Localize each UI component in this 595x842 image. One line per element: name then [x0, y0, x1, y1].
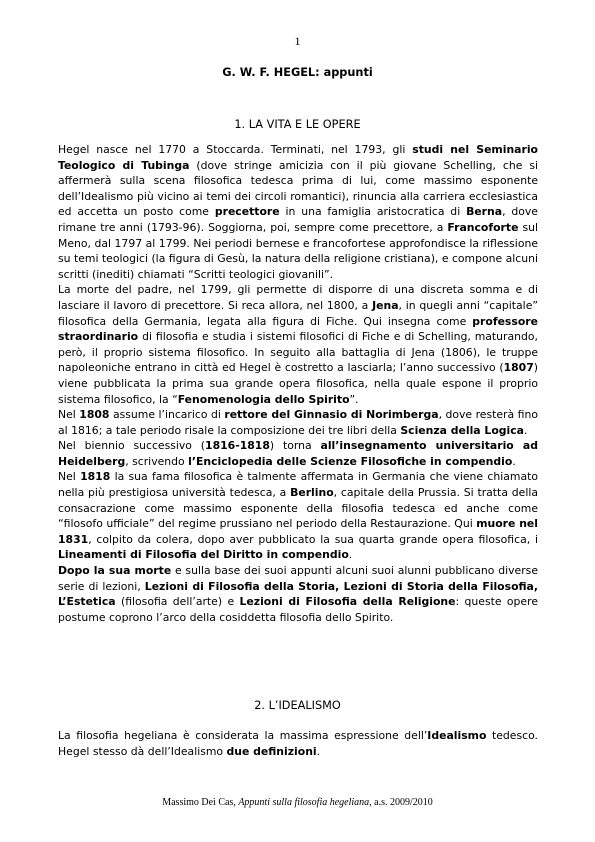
- text-run: , capitale della Prussia. Si tratta della consacrazione come massimo esponente della filosofia tedesca ed anche come “filosofo ufficiale” del regime prussiano nel periodo della Restaurazione. Qui: [58, 486, 538, 531]
- footer-year: , a.s. 2009/2010: [369, 797, 433, 808]
- bold-text: Scienza della Logica: [400, 423, 524, 437]
- bold-text: precettore: [214, 205, 280, 219]
- bold-text: 1816-1818: [205, 439, 270, 453]
- bold-text: Berna: [466, 205, 503, 219]
- paragraph: [58, 469, 538, 563]
- text-run: assume l’incarico di: [109, 408, 225, 422]
- text-run: in una famiglia aristocratica di: [279, 205, 467, 219]
- bold-text: Lezioni di Filosofia della Storia, Lezioni di Storia della Filosofia, L’Estetica: [58, 579, 538, 609]
- paragraph: [58, 282, 538, 407]
- text-run: di filosofia e studia i sistemi filosofici di Fiche e di Schelling, maturando, però, il proprio sistema filosofico. In seguito alla battaglia di Jena (1806), le truppe napoleoniche entrano in città ed Hegel è costretto a lasciarla; l’anno successivo (: [58, 330, 538, 375]
- text-run: sul Meno, dal 1797 al 1799. Nei periodi bernese e francofortese approfondisce la riflessione su temi teologici (la figura di Gesù, la natura della religione cristiana), e compone alcuni scritti (inediti) chiamati “Scritti teologici giovanili”.: [58, 220, 538, 281]
- text-run: tedesco. Hegel stesso dà dell’Idealismo: [58, 729, 538, 758]
- bold-text: Fenomenologia dello Spirito: [177, 392, 350, 406]
- text-run: .: [348, 548, 353, 562]
- text-run: , scrivendo: [125, 454, 189, 468]
- text-run: , dove resterà fino al 1816; a tale periodo risale la composizione dei tre libri della: [58, 408, 538, 437]
- page-footer: [0, 797, 595, 808]
- bold-text: Lezioni di Filosofia della Religione: [239, 595, 456, 609]
- paragraph: [58, 438, 538, 469]
- text-run: (filosofia dell’arte) e: [115, 595, 240, 609]
- bold-text: 1807: [503, 361, 534, 375]
- document-title: G. W. F. HEGEL: appunti: [222, 66, 373, 79]
- text-run: Nel: [58, 408, 80, 422]
- bold-text: muore nel 1831: [58, 517, 538, 546]
- footer-work-title: Appunti sulla filosofia hegeliana: [238, 797, 370, 808]
- paragraph: [58, 563, 538, 625]
- text-run: , colpito da colera, dopo aver pubblicato la sua quarta grande opera filosofica, i: [88, 532, 538, 546]
- text-run: , in quegli anni “capitale” filosofica della Germania, legata alla figura di Fiche. Qui insegna come: [58, 298, 538, 328]
- bold-text: due definizioni: [226, 744, 317, 758]
- section-body-vita-opere: [58, 142, 538, 625]
- bold-text: all’insegnamento universitario ad Heidelberg: [58, 439, 538, 468]
- text-run: .: [316, 744, 321, 758]
- text-run: La filosofia hegeliana è considerata la massima espressione dell’: [58, 729, 428, 742]
- text-run: Hegel nasce nel 1770 a Stoccarda. Terminati, nel 1793, gli: [58, 143, 413, 156]
- text-run: Nel: [58, 470, 81, 484]
- text-run: .: [512, 454, 516, 468]
- bold-text: 1818: [80, 470, 111, 484]
- bold-text: Francoforte: [447, 220, 519, 234]
- page-number: 1: [294, 34, 301, 48]
- text-run: ) torna: [269, 439, 321, 453]
- bold-text: l’Enciclopedia delle Scienze Filosofiche in compendio: [188, 454, 513, 468]
- bold-text: studi nel Seminario Teologico di Tubinga: [58, 143, 538, 172]
- text-run: (dove stringe amicizia con il più giovane Schelling, che si affermerà sulla scena filosofica tedesca prima di lui, come massimo esponente dell’Idealismo più vicino ai temi dei circoli romantici), rinuncia alla carriera ecclesiastica ed accetta un posto come: [58, 158, 538, 219]
- paragraph: [58, 142, 538, 282]
- paragraph: [58, 407, 538, 438]
- bold-text: rettore del Ginnasio di Norimberga: [224, 408, 439, 422]
- section-heading-vita-opere: 1. LA VITA E LE OPERE: [234, 118, 361, 131]
- bold-text: 1808: [79, 408, 110, 422]
- text-run: la sua fama filosofica è talmente affermata in Germania che viene chiamato nella più prestigiosa università tedesca, a: [58, 470, 538, 500]
- bold-text: professore straordinario: [58, 314, 538, 344]
- text-run: e sulla base dei suoi appunti alcuni suoi alunni pubblicano diverse serie di lezioni,: [58, 564, 538, 593]
- text-run: ) viene pubblicata la prima sua grande opera filosofica, nella quale espone il proprio sistema filosofico, la “: [58, 361, 538, 406]
- text-run: ”.: [349, 392, 359, 406]
- text-run: : queste opere postume coprono l’arco della cosiddetta filosofia dello Spirito.: [58, 595, 538, 624]
- text-run: , dove rimane tre anni (1793-96). Soggiorna, poi, sempre come precettore, a: [58, 205, 538, 234]
- footer-author: Massimo Dei Cas,: [162, 797, 239, 808]
- bold-text: Jena: [372, 298, 399, 312]
- section-heading-idealismo: 2. L’IDEALISMO: [254, 699, 341, 712]
- text-run: La morte del padre, nel 1799, gli permette di disporre di una discreta somma e di lasciare il lavoro di precettore. Si reca allora, nel 1800, a: [58, 283, 538, 312]
- bold-text: Lineamenti di Filosofia del Diritto in compendio: [58, 548, 349, 562]
- text-run: .: [524, 423, 528, 437]
- bold-text: Dopo la sua morte: [58, 564, 172, 578]
- paragraph: [58, 728, 538, 759]
- section-body-idealismo: [58, 728, 538, 759]
- bold-text: Idealismo: [427, 729, 487, 742]
- text-run: Nel biennio successivo (: [58, 439, 206, 453]
- bold-text: Berlino: [290, 486, 334, 500]
